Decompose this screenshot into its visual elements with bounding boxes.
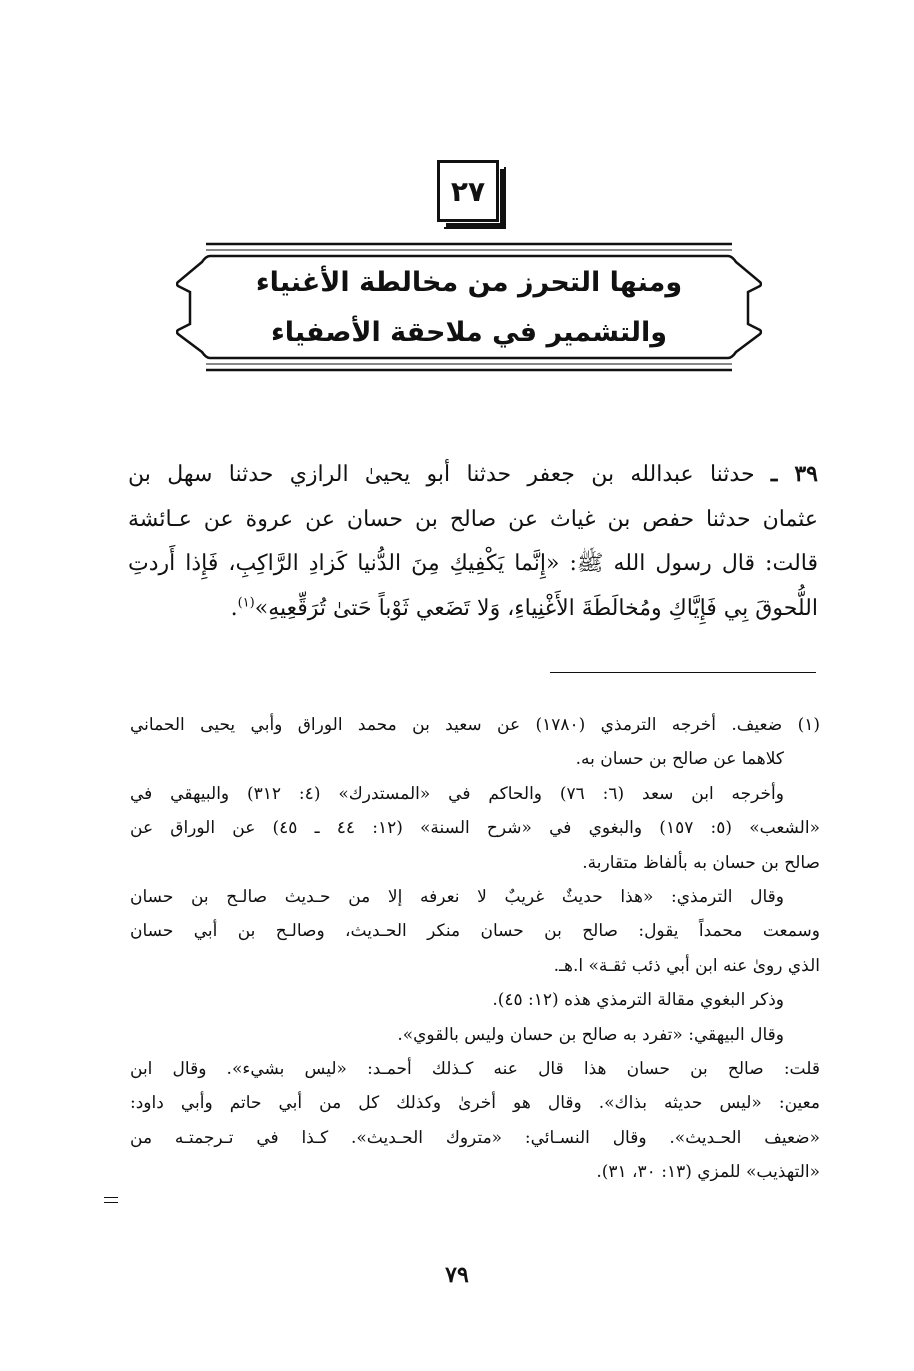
chapter-title-frame	[176, 236, 762, 378]
chapter-number: ٢٧	[450, 174, 486, 208]
footnote-reference[interactable]: (١)	[237, 595, 255, 611]
footnote-line: وذكر البغوي مقالة الترمذي هذه (١٢: ٤٥).	[492, 990, 784, 1011]
footnote-line: (١) ضعيف. أخرجه الترمذي (١٧٨٠) عن سعيد بن محمد الوراق وأبي يحيى الحماني	[130, 708, 820, 742]
footnote-line: «ضعيف الحـديث». وقال النسـائي: «متروك الحـديث». كـذا في تـرجمتـه من	[130, 1127, 820, 1148]
page-number: ٧٩	[445, 1262, 469, 1288]
chapter-title-line-2: والتشمير في ملاحقة الأصفياء	[270, 317, 668, 348]
footnote-marker: (١)	[797, 715, 820, 735]
footnote-line: صالح بن حسان به بألفاظ متقاربة.	[582, 852, 820, 873]
hadith-text	[128, 452, 818, 631]
footnote-line: وأخرجه ابن سعد (٦: ٧٦) والحاكم في «المستدرك» (٤: ٣١٢) والبيهقي في	[130, 783, 784, 804]
footnote-line: معين: «ليس حديثه بذاك». وقال هو أخرىٰ وكذلك كل من أبي حاتم وأبي داود:	[130, 1093, 820, 1114]
chapter-title	[216, 258, 722, 358]
footnote-line: الذي روىٰ عنه ابن أبي ذئب ثقـة» ا.هـ.	[553, 955, 820, 976]
footnote-line: «الشعب» (٥: ١٥٧) والبغوي في «شرح السنة» (١٢: ٤٤ ـ ٤٥) عن الوراق عن	[130, 818, 820, 839]
footnote-line: وسمعت محمداً يقول: صالح بن حسان منكر الحـديث، وصالـح بن أبي حسان	[130, 921, 820, 942]
footnote-line: قلت: صالح بن حسان هذا قال عنه كـذلك أحمـد: «ليس بشيء». وقال ابن	[130, 1059, 820, 1080]
chapter-number-box	[437, 160, 499, 222]
hadith-line-3: قالت: قال رسول الله ﷺ: «إِنَّما يَكْفِيكِ مِنَ الدُّنيا كَزادِ الرَّاكِبِ، فَإِذا أَردتِ	[128, 551, 818, 576]
hadith-line-2: عثمان حدثنا حفص بن غياث عن صالح بن حسان عن عروة عن عـائشة	[128, 506, 818, 532]
hadith-line-1: ٣٩ ـ حدثنا عبدالله بن جعفر حدثنا أبو يحيىٰ الرازي حدثنا سهل بن	[128, 461, 818, 487]
margin-mark	[104, 1197, 118, 1203]
footnote-separator	[550, 672, 816, 673]
footnote-line: وقال الترمذي: «هذا حديثٌ غريبٌ لا نعرفه إلا من حـديث صالـح بن حسان	[130, 887, 784, 908]
chapter-title-line-1: ومنها التحرز من مخالطة الأغنياء	[255, 267, 683, 298]
hadith-line-4: اللُّحوقَ بِي فَإِيَّاكِ ومُخالَطَةَ الأَغْنِياءِ، وَلا تَضَعي ثَوْباً حَتىٰ تُرَقِّعِيهِ»$^{(١)}$.	[230, 595, 818, 621]
hadith-number: ٣٩ ـ	[770, 461, 818, 487]
footnote-line: وقال البيهقي: «تفرد به صالح بن حسان وليس بالقوي».	[397, 1024, 784, 1045]
footnote-line: كلاهما عن صالح بن حسان به.	[575, 749, 784, 770]
footnote-line: «التهذيب» للمزي (١٣: ٣٠، ٣١).	[596, 1162, 820, 1183]
footnotes	[130, 708, 820, 1190]
